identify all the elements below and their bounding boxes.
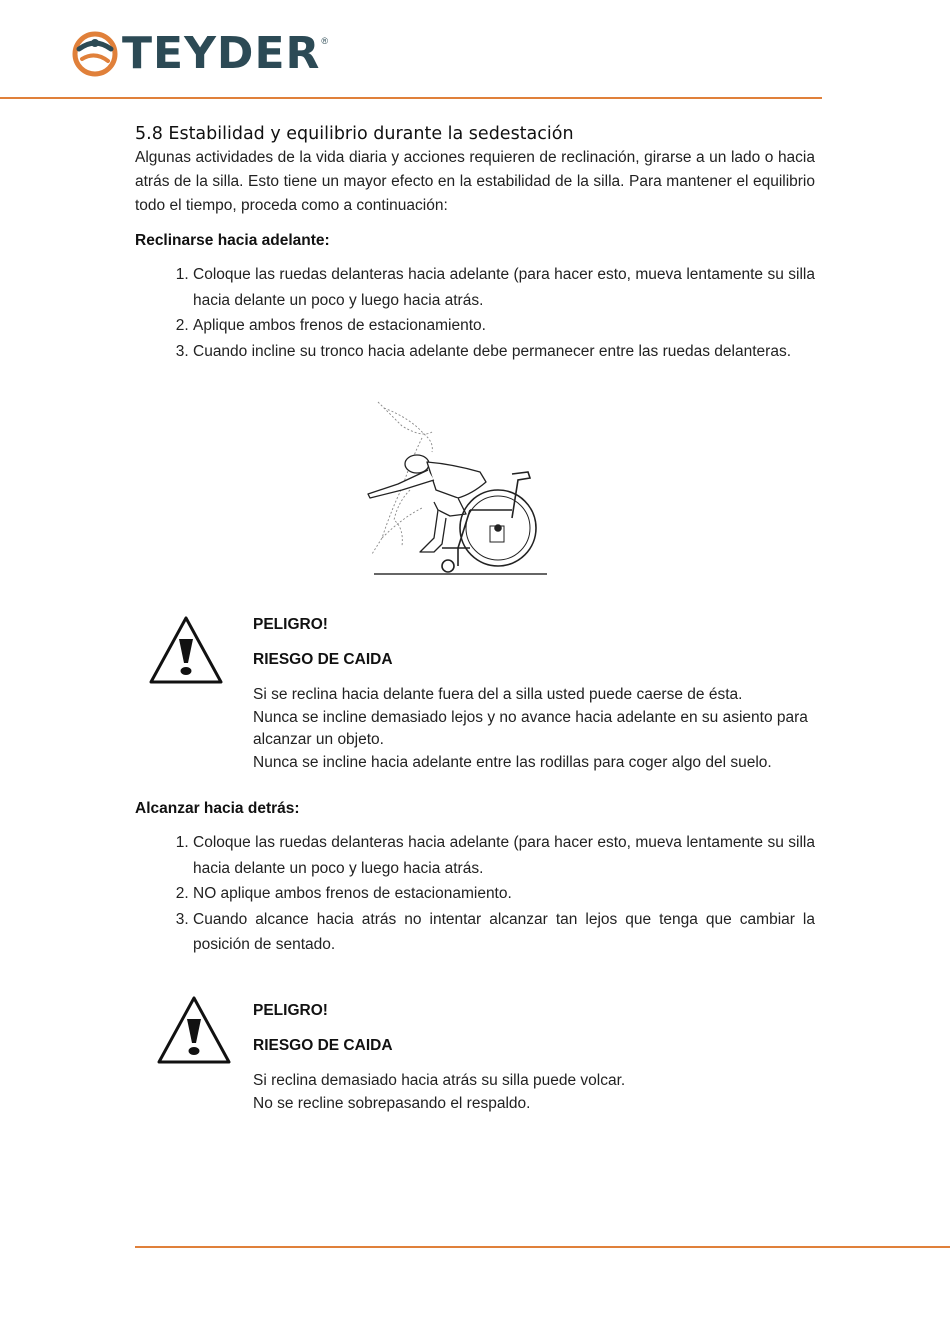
wheelchair-leaning-illustration: [362, 398, 552, 578]
warning-backward-text: [253, 1000, 843, 1115]
warning-subtitle: RIESGO DE CAIDA: [253, 1037, 393, 1054]
forward-step-1: 1. Coloque las ruedas delanteras hacia adelante (para hacer esto, mueva lentamente su silla hacia delante un poco y luego hacia atrás.: [193, 262, 815, 313]
warning-title: PELIGRO!: [253, 1002, 328, 1019]
backward-heading: Alcanzar hacia detrás:: [135, 800, 300, 817]
teyder-logo-icon: [70, 29, 120, 79]
warning-triangle-icon: [156, 995, 232, 1065]
warning-body: [253, 1070, 843, 1115]
warning-line-3: Nunca se incline hacia adelante entre las rodillas para coger algo del suelo.: [253, 753, 772, 771]
warning-title: PELIGRO!: [253, 616, 328, 633]
backward-step-3: 3. Cuando alcance hacia atrás no intentar alcanzar tan lejos que tenga que cambiar la posición de sentado.: [193, 907, 815, 958]
warning-body: [253, 684, 843, 774]
section-forward: [135, 122, 815, 364]
warning-line-1: Si reclina demasiado hacia atrás su silla puede volcar.: [253, 1072, 626, 1089]
footer-divider: [135, 1246, 950, 1248]
section-intro: Algunas actividades de la vida diaria y acciones requieren de reclinación, girarse a un lado o hacia atrás de la silla. Esto tiene un mayor efecto en la estabilidad de la silla. Para mantener el equilibrio todo el tiempo, proceda como a continuación:: [135, 149, 815, 214]
forward-step-2: 2. Aplique ambos frenos de estacionamiento.: [193, 313, 815, 339]
registered-mark: ®: [321, 36, 329, 46]
forward-heading: Reclinarse hacia adelante:: [135, 232, 330, 249]
warning-line-1: Si se reclina hacia delante fuera del a silla usted puede caerse de ésta.: [253, 686, 743, 703]
warning-triangle-icon: [148, 615, 224, 685]
backward-steps: [135, 830, 815, 958]
brand-name: TEYDER: [122, 28, 321, 79]
warning-line-2: Nunca se incline demasiado lejos y no avance hacia adelante en su asiento para alcanzar un objeto.: [253, 708, 808, 748]
warning-forward-text: [253, 614, 843, 774]
section-backward: [135, 798, 815, 958]
backward-step-2: 2. NO aplique ambos frenos de estacionamiento.: [193, 881, 815, 907]
brand-logo: [70, 26, 328, 82]
warning-line-2: No se recline sobrepasando el respaldo.: [253, 1094, 531, 1112]
header-divider: [0, 97, 822, 99]
backward-step-1: 1. Coloque las ruedas delanteras hacia adelante (para hacer esto, mueva lentamente su silla hacia delante un poco y luego hacia atrás.: [193, 830, 815, 881]
section-title: 5.8 Estabilidad y equilibrio durante la sedestación: [135, 124, 574, 144]
warning-subtitle: RIESGO DE CAIDA: [253, 651, 393, 668]
forward-step-3: 3. Cuando incline su tronco hacia adelante debe permanecer entre las ruedas delanteras.: [193, 339, 815, 365]
forward-steps: [135, 262, 815, 364]
